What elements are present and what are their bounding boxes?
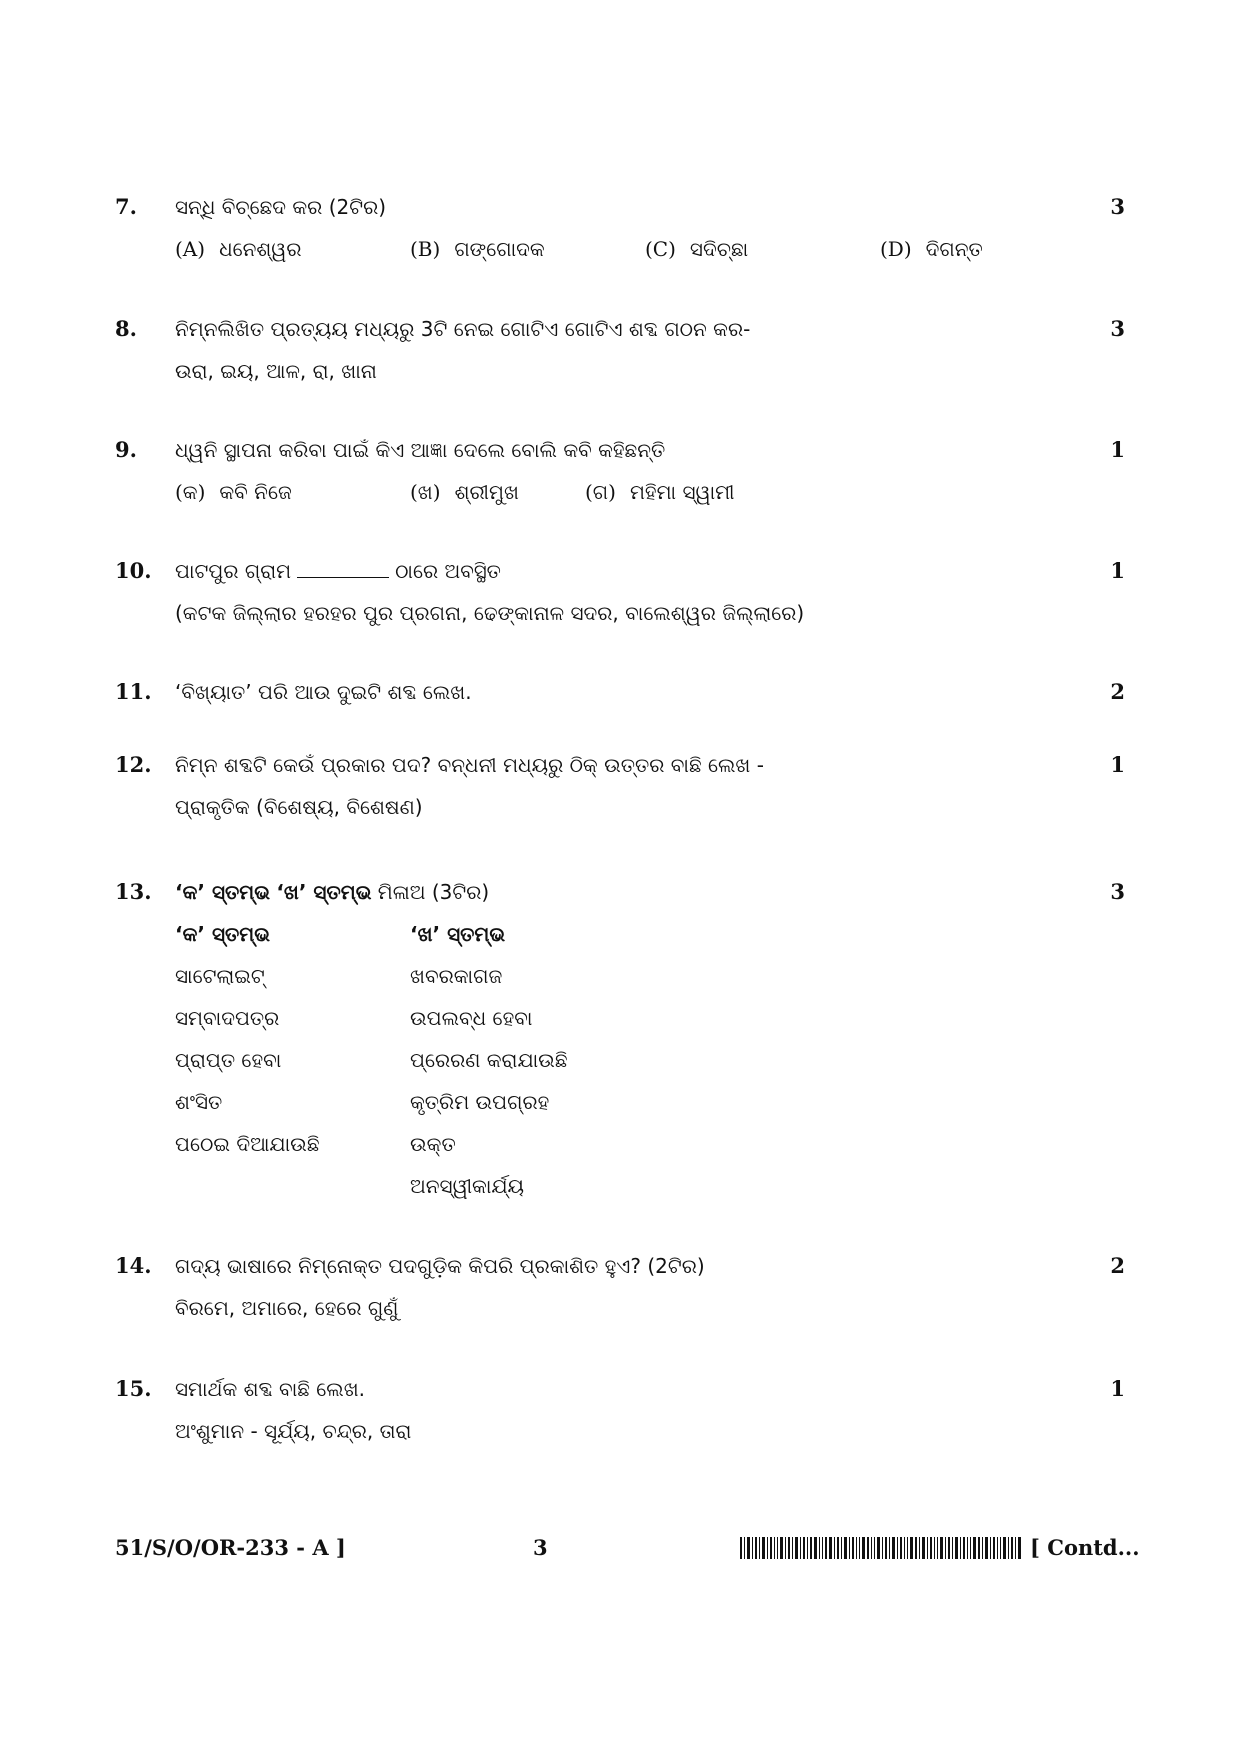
answer-blank (297, 557, 389, 578)
question-marks: 2 (1110, 1253, 1125, 1278)
question-marks: 3 (1110, 316, 1125, 341)
question-detail: ପ୍ରାକୃତିକ (ବିଶେଷ୍ୟ, ବିଶେଷଣ) (175, 795, 423, 819)
question-detail: ବିରମେ, ଅମାରେ, ହେରେ ଗୁଣୁଁ (175, 1296, 399, 1320)
question-number: 10. (115, 558, 152, 583)
option-b: (B) ଗଙ୍ଗୋଦକ (410, 237, 545, 261)
column-b-item: ପ୍ରେରଣ କରାଯାଉଛି (410, 1048, 568, 1072)
column-b-item: ଅନସ୍ୱୀକାର୍ଯ୍ୟ (410, 1174, 525, 1198)
question-marks: 1 (1110, 437, 1125, 462)
option-a: (A) ଧନେଶ୍ୱର (175, 237, 302, 261)
question-marks: 3 (1110, 194, 1125, 219)
option-kha: (ଖ) ଶ୍ରୀମୁଖ (410, 480, 519, 504)
question-text: ‘ବିଖ୍ୟାତ’ ପରି ଆଉ ଦୁଇଟି ଶବ୍ଦ ଲେଖ. (175, 680, 472, 704)
column-a-item: ପ୍ରାପ୍ତ ହେବା (175, 1048, 282, 1072)
question-detail: (କଟକ ଜିଲ୍ଲାର ହରହର ପୁର ପ୍ରଗନା, ଢେଙ୍କାନାଳ ସଦର, ବାଲେଶ୍ୱର ଜିଲ୍ଲାରେ) (175, 601, 805, 625)
column-b-item: ଖବରକାଗଜ (410, 964, 503, 988)
question-number: 11. (115, 679, 152, 704)
column-b-item: ଉପଲବ୍ଧ ହେବା (410, 1006, 533, 1030)
column-b-item: କୃତ୍ରିମ ଉପଗ୍ରହ (410, 1090, 550, 1114)
continued-label: [ Contd... (1030, 1535, 1140, 1560)
page-number: 3 (533, 1535, 548, 1560)
question-text: ପାଟପୁର ଗ୍ରାମ ଠାରେ ଅବସ୍ଥିତ (175, 559, 501, 583)
question-number: 13. (115, 879, 152, 904)
option-ka: (କ) କବି ନିଜେ (175, 480, 292, 504)
question-text: ନିମ୍ନ ଶବ୍ଦଟି କେଉଁ ପ୍ରକାର ପଦ? ବନ୍ଧନୀ ମଧ୍ୟରୁ ଠିକ୍ ଉତ୍ତର ବାଛି ଲେଖ - (175, 753, 764, 777)
question-number: 8. (115, 316, 137, 341)
question-number: 9. (115, 437, 137, 462)
option-c: (C) ସଦିଚ୍ଛା (645, 237, 749, 261)
option-d: (D) ଦିଗନ୍ତ (880, 237, 983, 261)
question-text: ନିମ୍ନଲିଖିତ ପ୍ରତ୍ୟୟ ମଧ୍ୟରୁ 3ଟି ନେଇ ଗୋଟିଏ ଗୋଟିଏ ଶବ୍ଦ ଗଠନ କର- (175, 317, 751, 341)
paper-code: 51/S/O/OR-233 - A ] (115, 1535, 346, 1560)
column-a-item: ସାଟେଲାଇଟ୍ (175, 964, 265, 988)
column-b-item: ଉକ୍ତ (410, 1132, 456, 1156)
question-detail: ଉରା, ଇୟ, ଆଳ, ରା, ଖାନା (175, 359, 377, 383)
question-number: 7. (115, 194, 137, 219)
question-marks: 3 (1110, 879, 1125, 904)
question-number: 12. (115, 752, 152, 777)
column-a-header: ‘କ’ ସ୍ତମ୍ଭ (175, 922, 270, 946)
question-marks: 1 (1110, 558, 1125, 583)
question-marks: 1 (1110, 752, 1125, 777)
barcode-icon (740, 1537, 1022, 1559)
column-a-item: ଶଂସିତ (175, 1090, 223, 1114)
question-detail: ଅଂଶୁମାନ - ସୂର୍ଯ୍ୟ, ଚନ୍ଦ୍ର, ତାରା (175, 1419, 412, 1443)
question-number: 14. (115, 1253, 152, 1278)
question-text: ସନ୍ଧି ବିଚ୍ଛେଦ କର (2ଟିର) (175, 195, 387, 219)
option-ga: (ଗ) ମହିମା ସ୍ୱାମୀ (585, 480, 735, 504)
question-text: ‘କ’ ସ୍ତମ୍ଭ ‘ଖ’ ସ୍ତମ୍ଭ ମିଳାଅ (3ଟିର) (175, 880, 490, 904)
question-marks: 1 (1110, 1376, 1125, 1401)
column-a-item: ସମ୍ବାଦପତ୍ର (175, 1006, 280, 1030)
column-a-item: ପଠେଇ ଦିଆଯାଉଛି (175, 1132, 320, 1156)
column-b-header: ‘ଖ’ ସ୍ତମ୍ଭ (410, 922, 506, 946)
question-marks: 2 (1110, 679, 1125, 704)
question-text: ସମାର୍ଥକ ଶବ୍ଦ ବାଛି ଲେଖ. (175, 1377, 366, 1401)
question-text: ଧ୍ୱନି ସ୍ଥାପନା କରିବା ପାଇଁ କିଏ ଆଜ୍ଞା ଦେଲେ ବୋଲି କବି କହିଛନ୍ତି (175, 438, 666, 462)
question-number: 15. (115, 1376, 152, 1401)
question-text: ଗଦ୍ୟ ଭାଷାରେ ନିମ୍ନୋକ୍ତ ପଦଗୁଡ଼ିକ କିପରି ପ୍ରକାଶିତ ହୁଏ? (2ଟିର) (175, 1254, 705, 1278)
